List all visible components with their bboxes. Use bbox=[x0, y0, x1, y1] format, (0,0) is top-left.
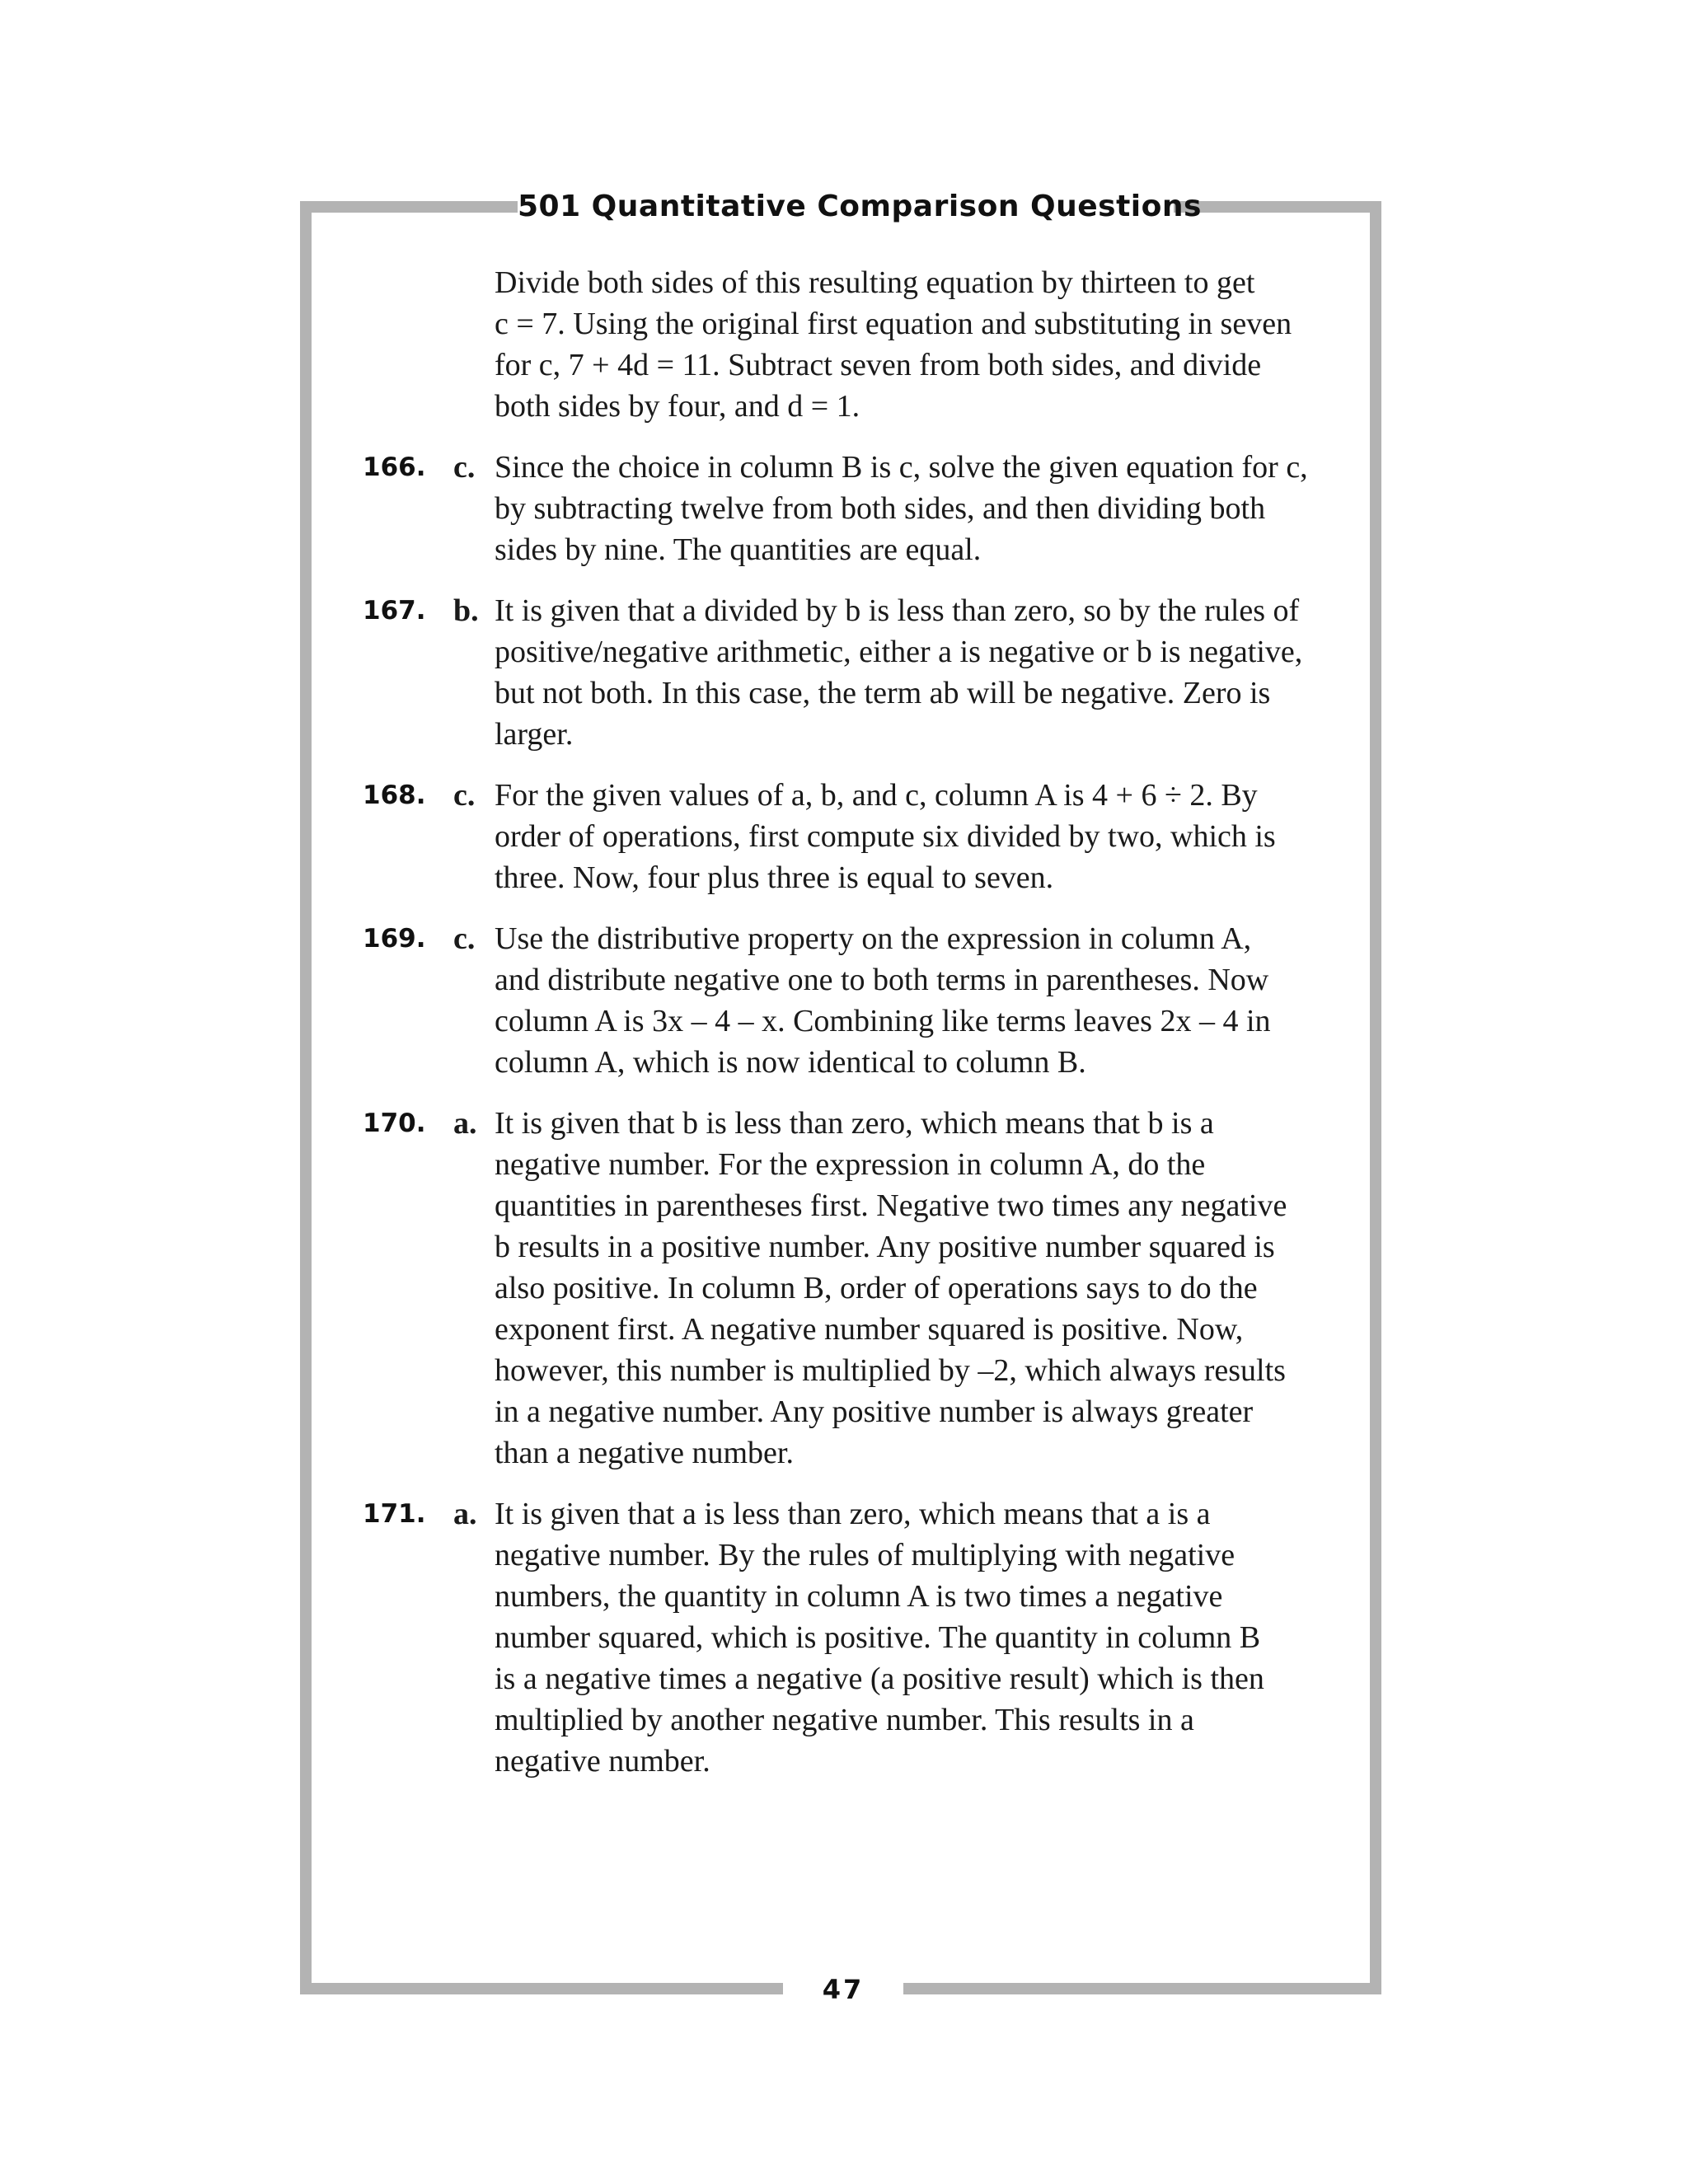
text-line: multiplied by another negative number. This results in a bbox=[495, 1703, 1194, 1737]
question-number: 170. bbox=[363, 1108, 426, 1138]
answer-item-169 bbox=[363, 918, 1335, 1083]
text-line: exponent first. A negative number squared is positive. Now, bbox=[495, 1312, 1244, 1347]
text-line: quantities in parentheses first. Negative two times any negative bbox=[495, 1188, 1287, 1223]
text-line: b results in a positive number. Any positive number squared is bbox=[495, 1230, 1275, 1264]
text-line: Divide both sides of this resulting equation by thirteen to get bbox=[495, 265, 1255, 300]
answer-letter: c. bbox=[453, 778, 476, 813]
text-line: larger. bbox=[495, 717, 574, 752]
text-line: negative number. By the rules of multiplying with negative bbox=[495, 1538, 1236, 1572]
text-line: than a negative number. bbox=[495, 1436, 794, 1470]
answer-item-171 bbox=[363, 1493, 1335, 1782]
text-line: three. Now, four plus three is equal to seven. bbox=[495, 860, 1054, 895]
question-number: 171. bbox=[363, 1499, 426, 1529]
text-line: for c, 7 + 4d = 11. Subtract seven from both sides, and divide bbox=[495, 348, 1262, 382]
question-number: 168. bbox=[363, 780, 426, 810]
text-line: c = 7. Using the original first equation and substituting in seven bbox=[495, 307, 1292, 341]
answer-item-166 bbox=[363, 447, 1335, 570]
text-line: order of operations, first compute six divided by two, which is bbox=[495, 819, 1276, 854]
page-number: 47 bbox=[783, 1965, 903, 2014]
text-line: column A is 3x – 4 – x. Combining like terms leaves 2x – 4 in bbox=[495, 1004, 1271, 1038]
text-line: by subtracting twelve from both sides, and then dividing both bbox=[495, 491, 1266, 526]
text-line: in a negative number. Any positive number is always greater bbox=[495, 1394, 1254, 1429]
text-line: For the given values of a, b, and c, column A is 4 + 6 ÷ 2. By bbox=[495, 778, 1258, 813]
answer-letter: b. bbox=[453, 593, 479, 628]
text-line: also positive. In column B, order of operations says to do the bbox=[495, 1271, 1258, 1305]
text-line: negative number. For the expression in column A, do the bbox=[495, 1147, 1206, 1182]
question-number: 166. bbox=[363, 452, 426, 482]
text-line: however, this number is multiplied by –2, which always results bbox=[495, 1353, 1286, 1388]
text-line: positive/negative arithmetic, either a is negative or b is negative, bbox=[495, 635, 1303, 669]
text-line: numbers, the quantity in column A is two times a negative bbox=[495, 1579, 1223, 1614]
answer-letter: c. bbox=[453, 921, 476, 956]
question-number: 169. bbox=[363, 924, 426, 954]
answer-item-170 bbox=[363, 1103, 1335, 1474]
answer-item-167 bbox=[363, 590, 1335, 755]
text-line: It is given that a is less than zero, which means that a is a bbox=[495, 1497, 1211, 1531]
question-number: 167. bbox=[363, 596, 426, 626]
text-line: is a negative times a negative (a positive result) which is then bbox=[495, 1661, 1264, 1696]
text-line: and distribute negative one to both terms in parentheses. Now bbox=[495, 963, 1269, 997]
text-line: Use the distributive property on the expression in column A, bbox=[495, 921, 1252, 956]
answer-letter: c. bbox=[453, 450, 476, 485]
text-line: both sides by four, and d = 1. bbox=[495, 389, 860, 424]
text-line: but not both. In this case, the term ab will be negative. Zero is bbox=[495, 676, 1271, 710]
text-line: number squared, which is positive. The quantity in column B bbox=[495, 1620, 1261, 1655]
text-line: column A, which is now identical to column B. bbox=[495, 1045, 1086, 1080]
answer-explanations bbox=[363, 262, 1335, 1782]
text-line: negative number. bbox=[495, 1744, 710, 1779]
text-line: It is given that b is less than zero, which means that b is a bbox=[495, 1106, 1214, 1141]
text-line: sides by nine. The quantities are equal. bbox=[495, 532, 982, 567]
answer-letter: a. bbox=[453, 1497, 477, 1531]
answer-letter: a. bbox=[453, 1106, 477, 1141]
text-line: Since the choice in column B is c, solve the given equation for c, bbox=[495, 450, 1308, 485]
running-header-title: 501 Quantitative Comparison Questions bbox=[518, 182, 1174, 232]
continuation-paragraph bbox=[363, 262, 1335, 427]
text-line: It is given that a divided by b is less than zero, so by the rules of bbox=[495, 593, 1300, 628]
answer-item-168 bbox=[363, 775, 1335, 898]
